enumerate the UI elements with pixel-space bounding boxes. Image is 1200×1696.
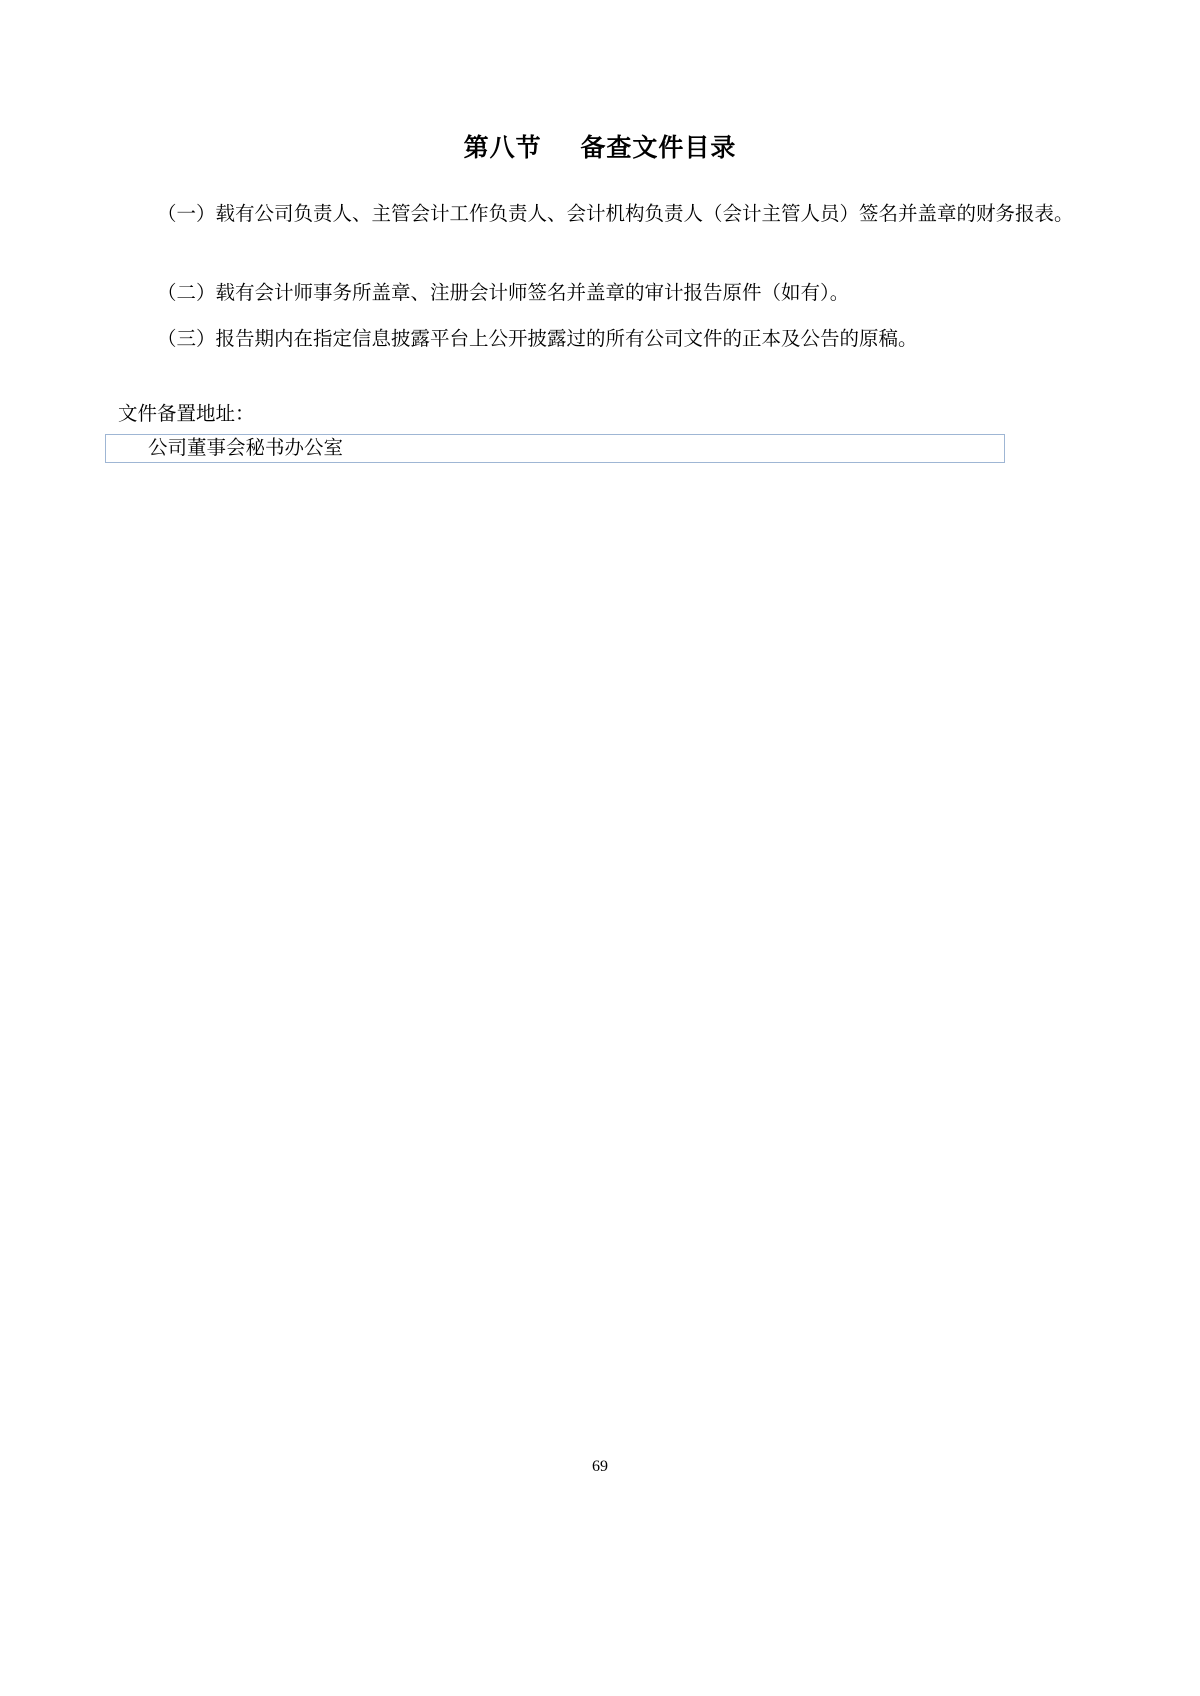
paragraph-item-3: （三）报告期内在指定信息披露平台上公开披露过的所有公司文件的正本及公告的原稿。 — [157, 329, 918, 350]
paragraph-item-1: （一）载有公司负责人、主管会计工作负责人、会计机构负责人（会计主管人员）签名并盖章的财务报表。 — [157, 204, 1074, 225]
address-label: 文件备置地址： — [118, 404, 255, 425]
page-title: 第八节 备查文件目录 — [463, 133, 737, 162]
address-field-value: 公司董事会秘书办公室 — [148, 438, 344, 459]
page-number: 69 — [592, 1458, 608, 1475]
paragraph-item-2: （二）载有会计师事务所盖章、注册会计师签名并盖章的审计报告原件（如有）。 — [157, 283, 850, 304]
